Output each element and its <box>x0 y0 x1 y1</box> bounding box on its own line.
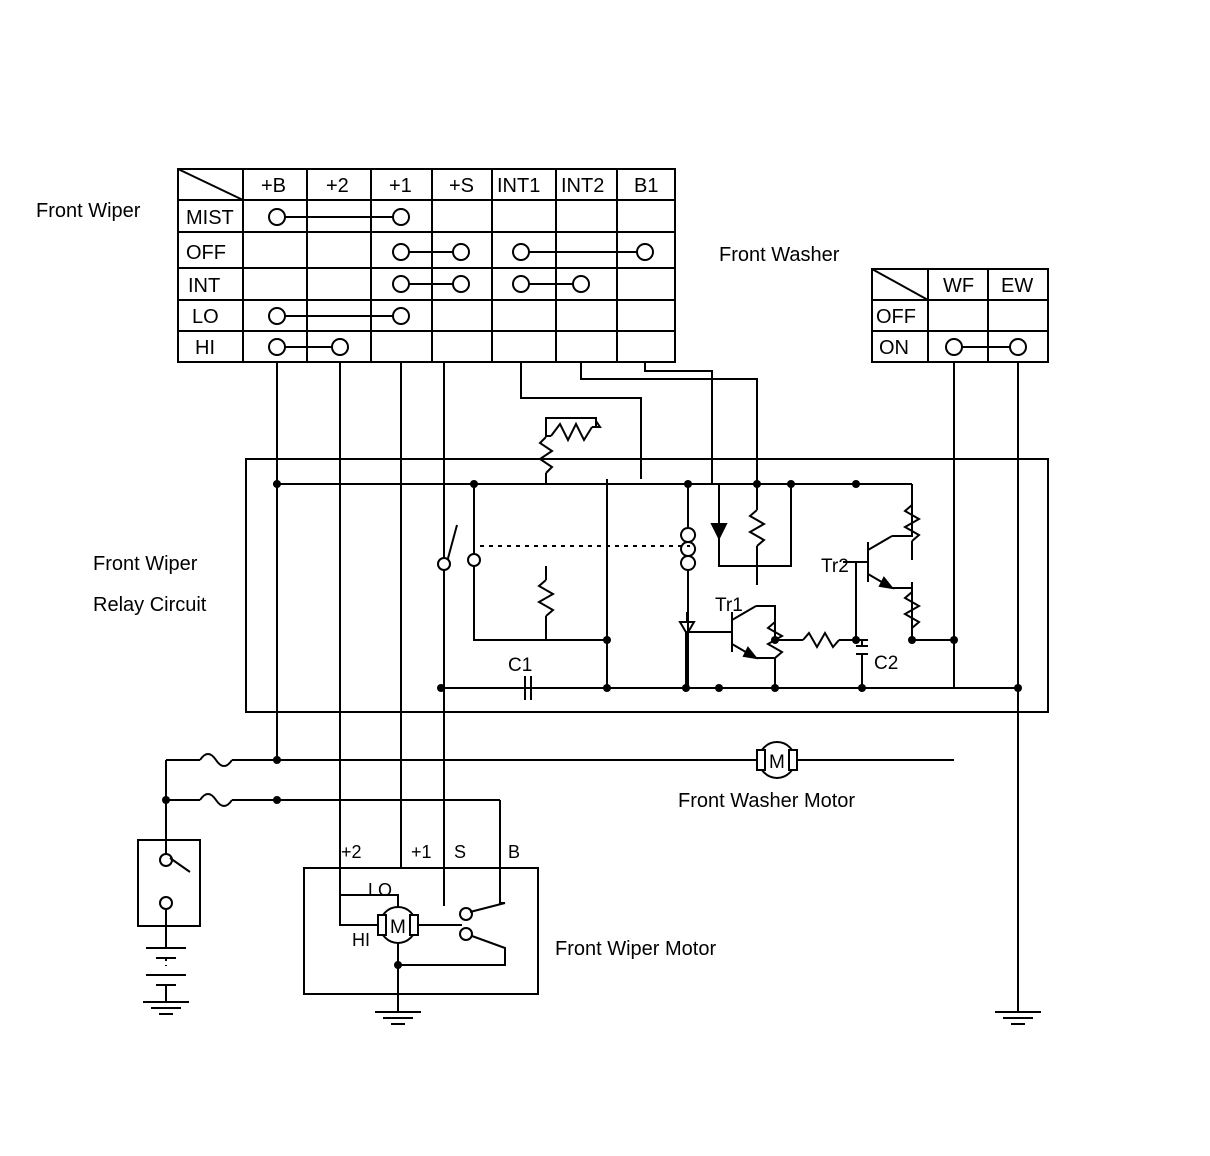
wire-int2 <box>581 362 757 484</box>
wiper-col-header-0: +B <box>261 175 287 197</box>
wiper-row-label-2: INT <box>188 275 221 297</box>
resistor-r1 <box>539 566 553 640</box>
washer-motor-symbol: M <box>769 752 785 773</box>
relay-coil <box>681 520 695 600</box>
relay-contact-right <box>468 554 480 566</box>
resistor-relay <box>540 425 552 473</box>
fuse-1 <box>200 754 232 766</box>
diode-flyback <box>712 524 726 560</box>
capacitor-c2-label: C2 <box>874 653 899 674</box>
ignition-blade <box>170 858 190 872</box>
resistor-r4 <box>793 633 856 647</box>
ground-symbol-washer <box>995 1012 1041 1024</box>
washer-col-header-0: WF <box>943 275 975 297</box>
wiper-motor-lo-label: LO <box>368 880 393 900</box>
capacitor-c1-label: C1 <box>508 655 533 676</box>
ignition-contact-bottom <box>160 897 172 909</box>
front-wiper-motor-label: Front Wiper Motor <box>555 938 717 960</box>
wiper-motor-lo-lead <box>340 868 398 907</box>
wiper-motor-hi-label: HI <box>352 930 370 950</box>
wiper-motor-hi-lead <box>340 895 378 925</box>
front-washer-motor <box>757 742 797 778</box>
wiper-row-label-3: LO <box>192 306 219 328</box>
washer-col-header-1: EW <box>1001 275 1034 297</box>
wiper-motor-terminal-b: B <box>508 842 521 862</box>
wiper-row-label-1: OFF <box>186 242 226 264</box>
resistor-thermal-top <box>546 421 600 440</box>
junction-dots-relay <box>273 480 1022 692</box>
transistor-tr2-label: Tr2 <box>821 556 849 577</box>
battery-symbol <box>146 948 186 1002</box>
washer-row-label-1: ON <box>879 337 909 359</box>
wiper-motor-terminal-s: S <box>454 842 467 862</box>
wiper-motor-terminal-plus2: +2 <box>341 842 362 862</box>
relay-switch-arm <box>447 525 457 562</box>
thermal-link <box>546 418 596 427</box>
wiper-contact-row-lo <box>269 308 409 324</box>
junction-motor-ground <box>394 961 402 969</box>
relay-circuit-label-line1: Front Wiper <box>93 553 198 575</box>
fuse-2 <box>200 794 232 806</box>
wiper-col-header-4: INT1 <box>497 175 541 197</box>
front-wiper-motor <box>378 907 418 943</box>
capacitor-c2 <box>856 640 868 688</box>
park-switch-blade <box>470 903 505 912</box>
resistor-r6 <box>905 582 919 640</box>
relay-circuit-box <box>246 459 1048 712</box>
wiper-row-label-0: MIST <box>186 207 234 229</box>
junction-plusB <box>273 796 281 804</box>
wiper-motor-terminal-plus1: +1 <box>411 842 432 862</box>
wiper-col-header-2: +1 <box>389 175 412 197</box>
washer-contact-row-on <box>946 339 1026 355</box>
wiper-switch-table <box>178 169 675 362</box>
ground-symbol-battery <box>143 1002 189 1014</box>
ignition-switch-box <box>138 840 200 926</box>
park-switch-contact-upper <box>460 908 472 920</box>
front-washer-motor-label: Front Washer Motor <box>678 790 856 812</box>
wiper-col-header-6: B1 <box>634 175 659 197</box>
park-switch-contact-lower <box>460 928 472 940</box>
front-washer-label: Front Washer <box>719 244 840 266</box>
wiper-col-header-3: +S <box>449 175 475 197</box>
ignition-contact-top <box>160 854 172 866</box>
wiper-row-label-4: HI <box>195 337 215 359</box>
wiper-contact-row-mist <box>269 209 409 225</box>
front-wiper-label: Front Wiper <box>36 200 141 222</box>
relay-circuit-label-line2: Relay Circuit <box>93 594 207 616</box>
wire-b1 <box>645 362 712 484</box>
transistor-tr1-label: Tr1 <box>715 595 743 616</box>
ground-symbol-wiper-motor <box>375 1012 421 1024</box>
resistor-r2 <box>750 499 764 566</box>
junction-bus-lower <box>162 796 170 804</box>
wire-b-to-park <box>500 868 505 903</box>
park-switch-return <box>398 936 505 965</box>
transistor-tr1 <box>706 606 756 658</box>
relay-contact-left <box>438 558 450 570</box>
wiper-motor-symbol: M <box>390 917 406 938</box>
washer-row-label-0: OFF <box>876 306 916 328</box>
junction-plusB-upper <box>273 756 281 764</box>
wiper-col-header-5: INT2 <box>561 175 605 197</box>
wiper-contact-row-hi <box>269 339 348 355</box>
wiper-col-header-1: +2 <box>326 175 349 197</box>
